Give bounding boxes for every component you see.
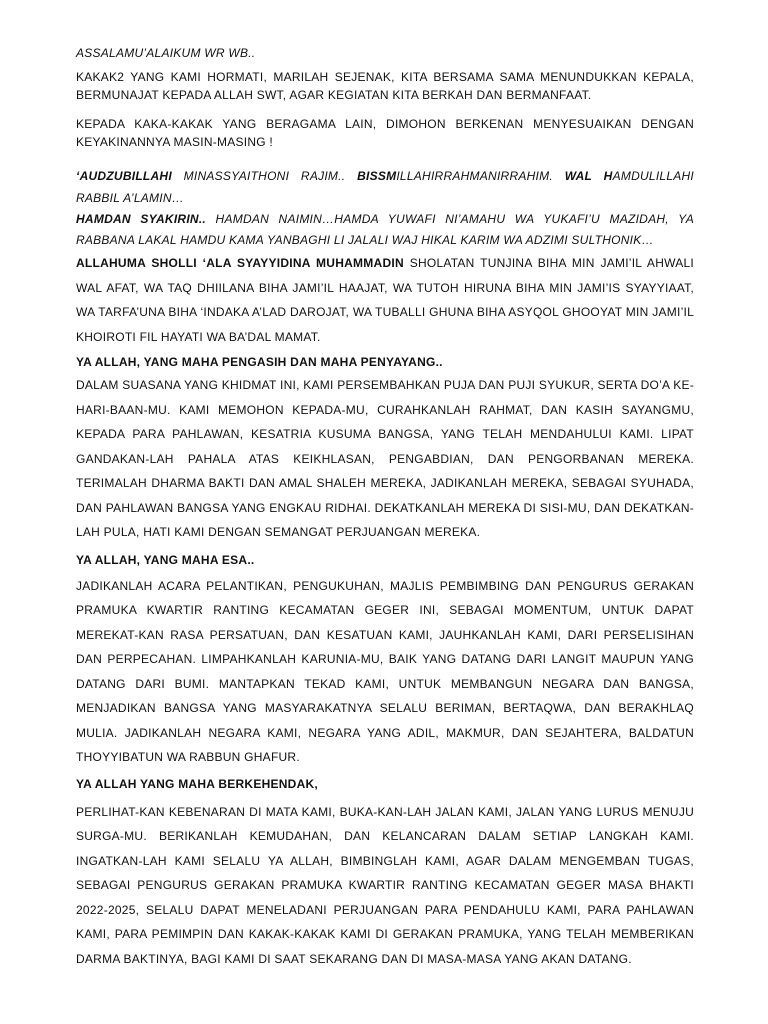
sholawat-rest: SHOLATAN TUNJINA BIHA MIN JAMI’IL AHWALI WAL AFAT, WA TAQ DHIILANA BIHA JAMI’IL HAAJAT, WA TUTOH HIRUNA BIHA MIN JAMI’IS SYAYYIAAT, WA TARFA’UNA BIHA ‘INDAKA A’LAD DAROJAT, WA TUBALLI GHUNA BIHA ASYQOL GHOOYAT MIN JAMI’IL KHOIROTI FIL HAYATI WA BA’DAL MAMAT. — [76, 256, 694, 344]
section-heading-esa: YA ALLAH, YANG MAHA ESA.. — [76, 552, 255, 567]
section-heading-berkehendak: YA ALLAH YANG MAHA BERKEHENDAK, — [76, 776, 318, 791]
wal-rest: AMDULILLAHI RABBIL A’LAMIN… — [76, 169, 695, 205]
hamdan-bold: HAMDAN SYAKIRIN.. — [76, 212, 206, 226]
section-body-berkehendak: PERLIHAT-KAN KEBENARAN DI MATA KAMI, BUKA-KAN-LAH JALAN KAMI, JALAN YANG LURUS MENUJU SURGA-MU. BERIKANLAH KEMUDAHAN, DAN KELANCARAN DALAM SETIAP LANGKAH KAMI. INGATKAN-LAH KAMI SELALU YA ALLAH, BIMBINGLAH KAMI, AGAR DALAM MENGEMBAN TUGAS, SEBAGAI PENGURUS GERAKAN PRAMUKA KWARTIR RANTING KECAMATAN GEGER MASA BHAKTI 2022-2025, SELALU DAPAT MENELADANI PERJUANGAN PARA PENDAHULU KAMI, PARA PAHLAWAN KAMI, PARA PEMIMPIN DAN KAKAK-KAKAK KAMI DI GERAKAN PRAMUKA, YANG TELAH MEMBERIKAN DARMA BAKTINYA, BAGI KAMI DI SAAT SEKARANG DAN DI MASA-MASA YANG AKAN DATANG. — [76, 804, 694, 966]
section-body-esa: JADIKANLAH ACARA PELANTIKAN, PENGUKUHAN, MAJLIS PEMBIMBING DAN PENGURUS GERAKAN PRAMUKA KWARTIR RANTING KECAMATAN GEGER INI, SEBAGAI MOMENTUM, UNTUK DAPAT MEREKAT-KAN RASA PERSATUAN, DAN KESATUAN KAMI, JAUHKANLAH KAMI, DARI PERSELISIHAN DAN PERPECAHAN. LIMPAHKANLAH KARUNIA-MU, BAIK YANG DATANG DARI LANGIT MAUPUN YANG DATANG DARI BUMI. MANTAPKAN TEKAD KAMI, UNTUK MEMBANGUN NEGARA DAN BANGSA, MENJADIKAN BANGSA YANG MASYARAKATNYA SELALU BERIMAN, BERTAQWA, DAN BERAKHLAQ MULIA. JADIKANLAH NEGARA KAMI, NEGARA YANG ADIL, MAKMUR, DAN SEJAHTERA, BALDATUN THOYYIBATUN WA RABBUN GHAFUR. — [76, 578, 694, 764]
taawudz-basmalah-hamdalah — [76, 165, 694, 209]
document-page — [76, 44, 694, 971]
bism-rest: ILLAHIRRAHMANIRRAHIM. — [396, 169, 565, 183]
audzu-bold: ‘AUDZUBILLAHI — [76, 169, 172, 183]
greeting: ASSALAMU’ALAIKUM WR WB.. — [76, 46, 256, 60]
hamdan-rest: HAMDAN NAIMIN…HAMDA YUWAFI NI’AMAHU WA YUKAFI’U MAZIDAH, YA RABBANA LAKAL HAMDU KAMA YANBAGHI LI JALALI WAJ HIKAL KARIM WA ADZIMI SULTHONIK… — [76, 212, 694, 247]
bism-bold: BISSM — [357, 169, 397, 183]
sholawat-bold: ALLAHUMA SHOLLI ‘ALA SYAYYIDINA MUHAMMADIN — [76, 256, 404, 270]
section-heading-pengasih: YA ALLAH, YANG MAHA PENGASIH DAN MAHA PENYAYANG.. — [76, 355, 443, 369]
sholawat-paragraph — [76, 251, 694, 349]
hamdan-paragraph — [76, 209, 694, 251]
audzu-rest: MINASSYAITHONI RAJIM.. — [171, 169, 358, 183]
other-faith-note: KEPADA KAKA-KAKAK YANG BERAGAMA LAIN, DIMOHON BERKENAN MENYESUAIKAN DENGAN KEYAKINANNYA MASIN-MASING ! — [76, 117, 694, 149]
wal-bold: WAL H — [564, 169, 613, 183]
opening-invitation: KAKAK2 YANG KAMI HORMATI, MARILAH SEJENAK, KITA BERSAMA SAMA MENUNDUKKAN KEPALA, BERMUNAJAT KEPADA ALLAH SWT, AGAR KEGIATAN KITA BERKAH DAN BERMANFAAT. — [76, 70, 694, 102]
section-body-pengasih: DALAM SUASANA YANG KHIDMAT INI, KAMI PERSEMBAHKAN PUJA DAN PUJI SYUKUR, SERTA DO’A KE-HARI-BAAN-MU. KAMI MEMOHON KEPADA-MU, CURAHKANLAH RAHMAT, DAN KASIH SAYANGMU, KEPADA PARA PAHLAWAN, KESATRIA KUSUMA BANGSA, YANG TELAH MENDAHULUI KAMI. LIPAT GANDAKAN-LAH PAHALA ATAS KEIKHLASAN, PENGABDIAN, DAN PENGORBANAN MEREKA. TERIMALAH DHARMA BAKTI DAN AMAL SHALEH MEREKA, JADIKANLAH MEREKA, SEBAGAI SYUHADA, DAN PAHLAWAN BANGSA YANG ENGKAU RIDHAI. DEKATKANLAH MEREKA DI SISI-MU, DAN DEKATKAN-LAH PULA, HATI KAMI DENGAN SEMANGAT PERJUANGAN MEREKA. — [76, 378, 694, 539]
